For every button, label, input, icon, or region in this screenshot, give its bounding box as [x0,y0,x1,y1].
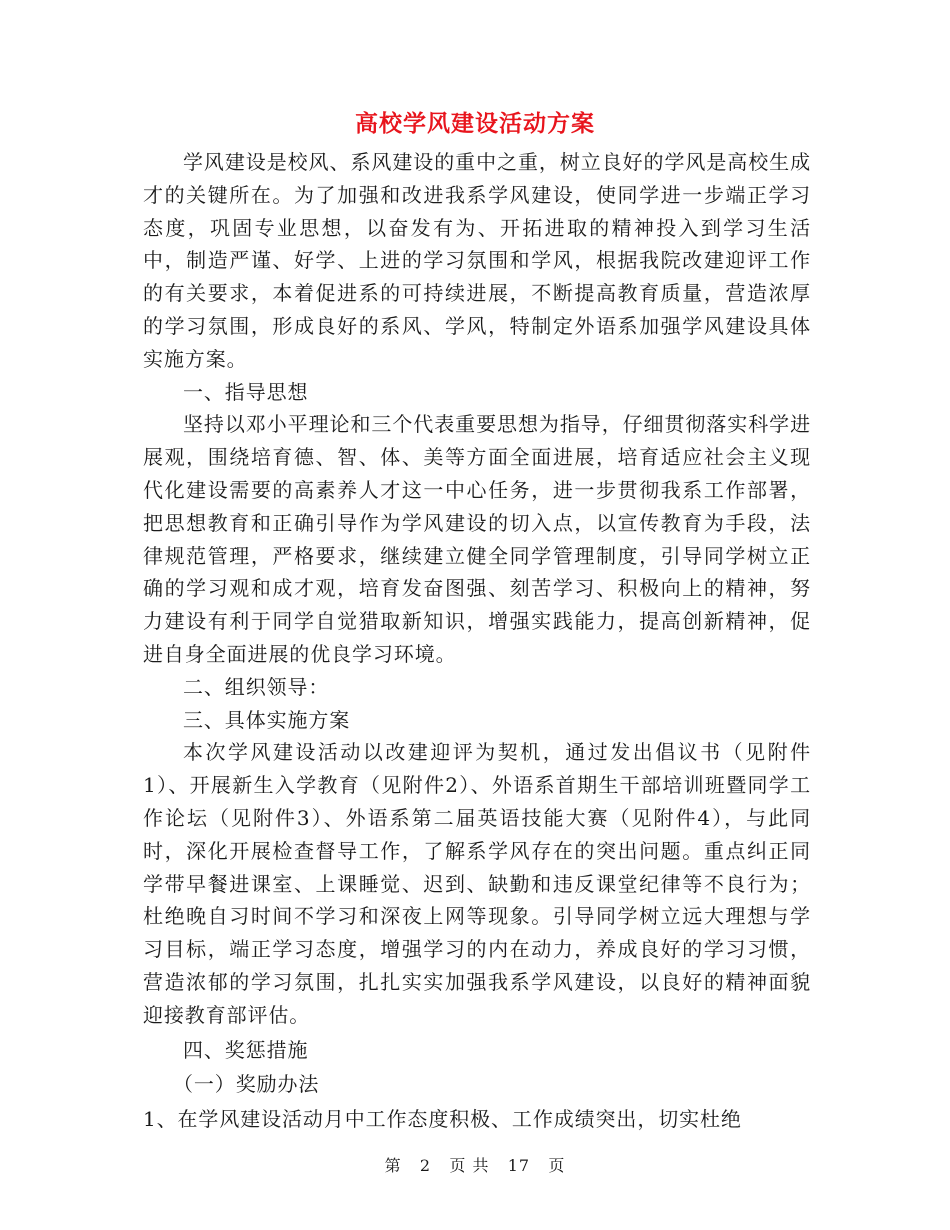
footer-total-pages: 17 [507,1156,531,1175]
section-heading-implementation: 三、具体实施方案 [183,707,351,732]
footer-page-number: 2 [419,1156,432,1175]
guiding-thought-paragraph: 坚持以邓小平理论和三个代表重要思想为指导，仔细贯彻落实科学进展观，围绕培育德、智、体、美等方面全面进展，培育适应社会主义现代化建设需要的高素养人才这一中心任务，进一步贯彻我系工作部署，把思想教育和正确引导作为学风建设的切入点，以宣传教育为手段，法律规范管理，严格要求，继续建立健全同学管理制度，引导同学树立正确的学习观和成才观，培育发奋图强、刻苦学习、积极向上的精神，努力建设有利于同学自觉猎取新知识，增强实践能力，提高创新精神，促进自身全面进展的优良学习环境。 [143,412,811,666]
reward-item-1: 1、在学风建设活动月中工作态度积极、工作成绩突出，切实杜绝 [143,1107,742,1132]
footer-middle: 页 共 [449,1156,490,1175]
subsection-heading-reward-methods: （一）奖励办法 [173,1072,320,1097]
document-title: 高校学风建设活动方案 [355,110,595,137]
section-heading-organization: 二、组织领导： [183,674,330,699]
section-heading-rewards: 四、奖惩措施 [183,1037,309,1062]
implementation-paragraph: 本次学风建设活动以改建迎评为契机，通过发出倡议书（见附件1）、开展新生入学教育（见附件2）、外语系首期生干部培训班暨同学工作论坛（见附件3）、外语系第二届英语技能大赛（见附件4），与此同时，深化开展检查督导工作，了解系学风存在的突出问题。重点纠正同学带早餐进课室、上课睡觉、迟到、缺勤和违反课堂纪律等不良行为；杜绝晚自习时间不学习和深夜上网等现象。引导同学树立远大理想与学习目标，端正学习态度，增强学习的内在动力，养成良好的学习习惯，营造浓郁的学习氛围，扎扎实实加强我系学风建设，以良好的精神面貌迎接教育部评估。 [143,740,811,1027]
footer-suffix: 页 [548,1156,566,1175]
intro-paragraph: 学风建设是校风、系风建设的重中之重，树立良好的学风是高校生成才的关键所在。为了加强和改进我系学风建设，使同学进一步端正学习态度，巩固专业思想，以奋发有为、开拓进取的精神投入到学习生活中，制造严谨、好学、上进的学习氛围和学风，根据我院改建迎评工作的有关要求，本着促进系的可持续进展，不断提高教育质量，营造浓厚的学习氛围，形成良好的系风、学风，特制定外语系加强学风建设具体实施方案。 [143,150,811,371]
page-footer [0,1153,950,1176]
section-heading-guiding-thought: 一、指导思想 [183,379,309,404]
footer-prefix: 第 [384,1156,402,1175]
document-body [143,146,811,1136]
